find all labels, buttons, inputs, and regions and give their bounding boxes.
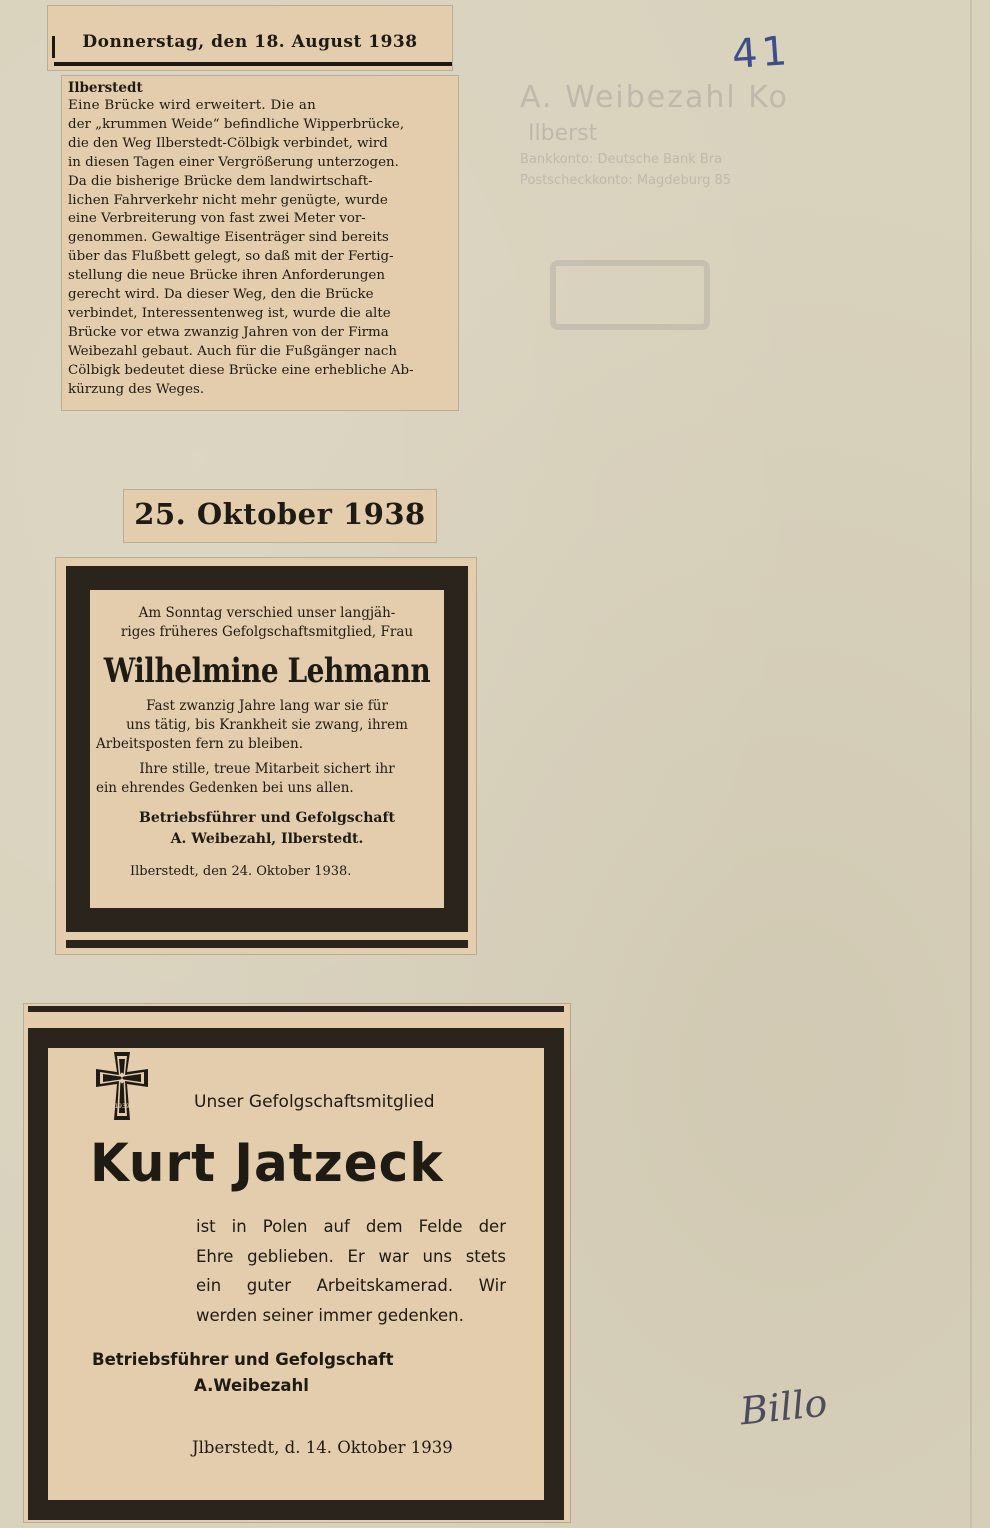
clipping-date-august xyxy=(48,6,452,70)
article-line: stellung die neue Brücke ihren Anforderungen xyxy=(68,268,385,284)
letterhead-stamp xyxy=(550,260,710,330)
obituary-intro: Unser Gefolgschaftsmitglied xyxy=(194,1092,435,1112)
handwritten-page-number: 41 xyxy=(730,28,793,78)
article-line: Da die bisherige Brücke dem landwirtschaft- xyxy=(68,173,373,189)
letterhead-place: Ilberst xyxy=(528,121,598,146)
iron-cross-icon xyxy=(94,1050,150,1122)
paper-crease xyxy=(970,0,972,1528)
article-line: über das Flußbett gelegt, so daß mit der Fertig- xyxy=(68,249,394,265)
background-letterhead xyxy=(520,80,990,188)
obituary-line: uns tätig, bis Krankheit sie zwang, ihrem xyxy=(126,717,408,733)
obituary-name: Wilhelmine Lehmann xyxy=(103,650,431,691)
letterhead-company: A. Weibezahl Ko xyxy=(520,80,789,115)
obituary-line: Ehre geblieben. Er war uns stets xyxy=(196,1246,506,1266)
letterhead-bank: Bankkonto: Deutsche Bank Bra xyxy=(520,152,723,167)
obituary-name: Kurt Jatzeck xyxy=(90,1132,444,1194)
obituary-sign-line: Betriebsführer und Gefolgschaft xyxy=(92,1350,394,1369)
obituary-content xyxy=(90,590,444,908)
obituary-lehmann xyxy=(56,558,476,954)
obituary-signature xyxy=(90,808,444,850)
date-rule xyxy=(54,62,452,66)
obituary-sign-line: A. Weibezahl, Ilberstedt. xyxy=(170,831,364,847)
obituary-line: ein ehrendes Gedenken bei uns allen. xyxy=(96,780,354,796)
handwritten-signature: Billo xyxy=(737,1380,830,1434)
article-bridge-extension xyxy=(62,76,458,410)
obituary-line: ein guter Arbeitskamerad. Wir xyxy=(196,1276,506,1295)
obituary-line: werden seiner immer gedenken. xyxy=(196,1305,464,1325)
obituary-line: Arbeitsposten fern zu bleiben. xyxy=(96,736,304,752)
obituary-place-date: Ilberstedt, den 24. Oktober 1938. xyxy=(130,864,352,879)
article-line: die den Weg Ilberstedt-Cölbigk verbindet, wird xyxy=(68,135,388,151)
obituary-intro-line: Am Sonntag verschied unser langjäh- xyxy=(138,605,396,621)
obituary-intro xyxy=(90,604,444,642)
letterhead-post: Postscheckkonto: Magdeburg 85 xyxy=(520,173,732,188)
obituary-text xyxy=(196,1212,506,1330)
cross-year: 1939 xyxy=(114,1103,130,1110)
article-line: verbindet, Interessentenweg ist, wurde die alte xyxy=(68,305,391,321)
obituary-paragraph xyxy=(90,697,444,754)
article-line: Weibezahl gebaut. Auch für die Fußgänger nach xyxy=(68,343,398,359)
obituary-border-top xyxy=(28,1006,564,1012)
obituary-place-date: Jlberstedt, d. 14. Oktober 1939 xyxy=(192,1438,453,1457)
article-line: genommen. Gewaltige Eisenträger sind bereits xyxy=(68,230,389,246)
clipping-date-text: 25. Oktober 1938 xyxy=(134,497,426,531)
obituary-intro-line: riges früheres Gefolgschaftsmitglied, Frau xyxy=(120,624,414,640)
article-line: lichen Fahrverkehr nicht mehr genügte, wurde xyxy=(68,192,388,208)
article-body xyxy=(68,97,452,400)
obituary-sign-line: A.Weibezahl xyxy=(194,1376,309,1395)
obituary-sign-line: Betriebsführer und Gefolgschaft xyxy=(139,810,395,826)
clipping-date-october xyxy=(124,490,436,542)
obituary-line: Fast zwanzig Jahre lang war sie für xyxy=(146,698,388,714)
article-line: gerecht wird. Da dieser Weg, den die Brücke xyxy=(68,287,374,303)
article-line: Brücke vor etwa zwanzig Jahren von der Firma xyxy=(68,324,389,340)
obituary-paragraph xyxy=(90,760,444,798)
clipping-date-text: Donnerstag, den 18. August 1938 xyxy=(82,32,418,52)
article-line: kürzung des Weges. xyxy=(68,381,205,397)
obituary-border-bottom xyxy=(66,940,468,948)
article-heading: Ilberstedt xyxy=(68,80,143,96)
obituary-line: Ihre stille, treue Mitarbeit sichert ihr xyxy=(139,761,395,777)
article-line: in diesen Tagen einer Vergrößerung unterzogen. xyxy=(68,154,399,170)
article-line: eine Verbreiterung von fast zwei Meter vor- xyxy=(68,211,366,227)
article-line: Cölbigk bedeutet diese Brücke eine erhebliche Ab- xyxy=(68,362,414,378)
obituary-jatzeck xyxy=(24,1004,570,1522)
article-line: der „krummen Weide“ befindliche Wipperbrücke, xyxy=(68,116,405,132)
article-line: Eine Brücke wird erweitert. Die an xyxy=(68,98,317,113)
obituary-line: ist in Polen auf dem Felde der xyxy=(196,1217,506,1236)
